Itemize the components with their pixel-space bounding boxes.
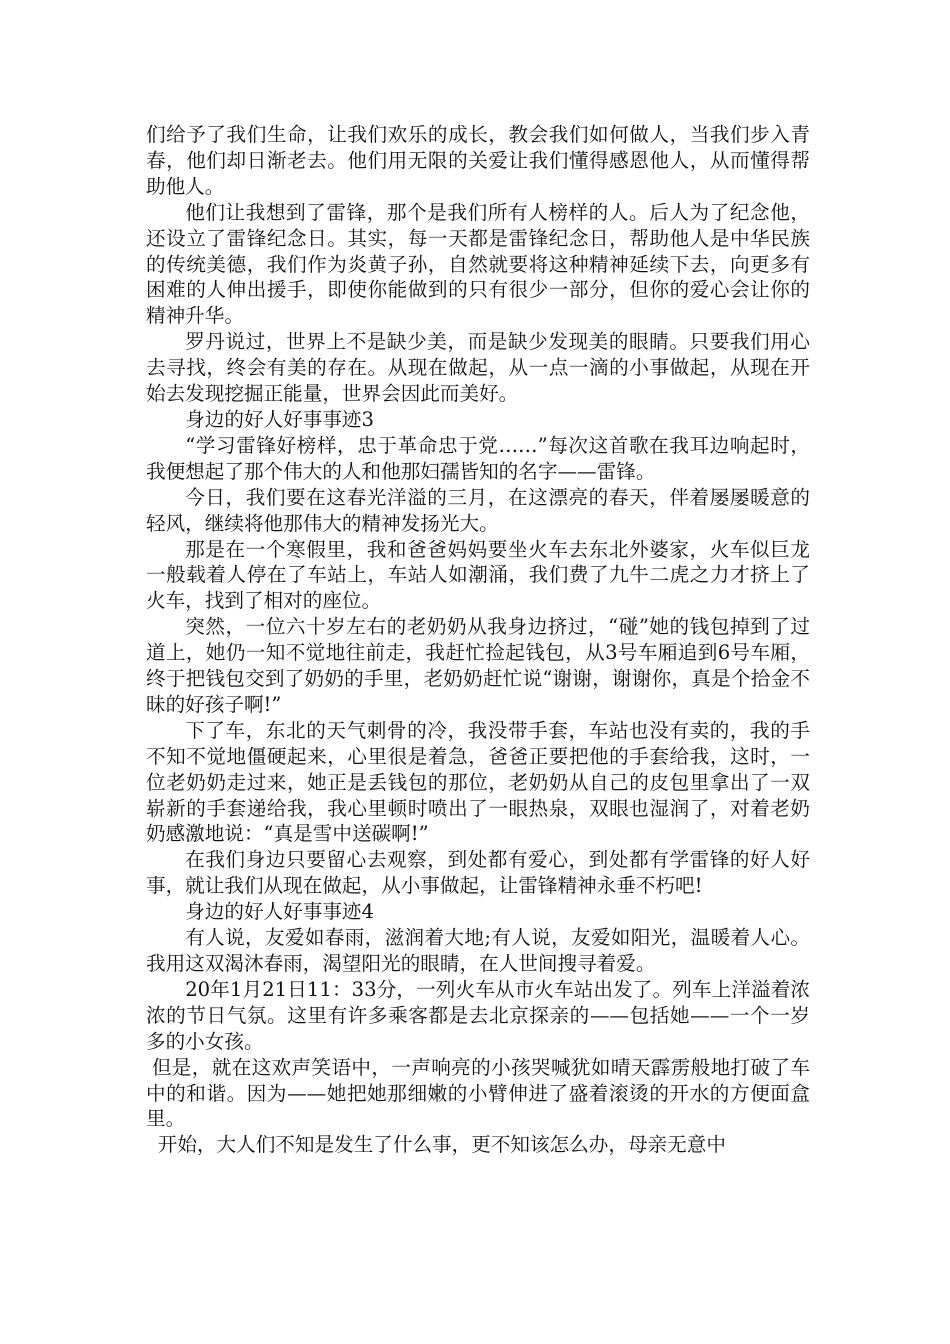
section-heading-4: 身边的好人好事事迹4 [185,900,374,924]
paragraph-7: 突然，一位六十岁左右的老奶奶从我身边挤过，“碰”她的钱包掉到了过道上，她仍一知不觉地往前走，我赶忙捡起钱包，从3号车厢追到6号车厢，终于把钱包交到了奶奶的手里，老奶奶赶忙说“谢谢，谢谢你，真是个拾金不昧的好孩子啊!” [146,615,810,716]
paragraph-4: “学习雷锋好榜样，忠于革命忠于党……”每次这首歌在我耳边响起时，我便想起了那个伟大的人和他那妇孺皆知的名字——雷锋。 [146,433,810,483]
paragraph-12: 但是，就在这欢声笑语中，一声响亮的小孩哭喊犹如晴天霹雳般地打破了车中的和谐。因为——她把她那细嫩的小臂伸进了盛着滚烫的开水的方便面盒里。 [146,1055,810,1131]
document-page [146,122,810,1158]
paragraph-11: 20年1月21日11：33分，一列火车从市火车站出发了。列车上洋溢着浓浓的节日气氛。这里有许多乘客都是去北京探亲的——包括她——一个一岁多的小女孩。 [146,977,810,1053]
paragraph-2: 他们让我想到了雷锋，那个是我们所有人榜样的人。后人为了纪念他，还设立了雷锋纪念日。其实，每一天都是雷锋纪念日，帮助他人是中华民族的传统美德，我们作为炎黄子孙，自然就要将这种精神延续下去，向更多有困难的人伸出援手，即使你能做到的只有很少一部分，但你的爱心会让你的精神升华。 [146,200,810,328]
paragraph-9: 在我们身边只要留心去观察，到处都有爱心，到处都有学雷锋的好人好事，就让我们从现在做起，从小事做起，让雷锋精神永垂不朽吧! [146,848,810,898]
paragraph-10: 有人说，友爱如春雨，滋润着大地;有人说，友爱如阳光，温暖着人心。我用这双渴沐春雨，渴望阳光的眼睛，在人世间搜寻着爱。 [146,926,810,975]
paragraph-3: 罗丹说过，世界上不是缺少美，而是缺少发现美的眼睛。只要我们用心去寻找，终会有美的存在。从现在做起，从一点一滴的小事做起，从现在开始去发现挖掘正能量，世界会因此而美好。 [146,330,810,406]
paragraph-6: 那是在一个寒假里，我和爸爸妈妈要坐火车去东北外婆家，火车似巨龙一般载着人停在了车站上，车站人如潮涌，我们费了九牛二虎之力才挤上了火车，找到了相对的座位。 [146,537,810,613]
paragraph-8: 下了车，东北的天气刺骨的冷，我没带手套，车站也没有卖的，我的手不知不觉地僵硬起来，心里很是着急，爸爸正要把他的手套给我，这时，一位老奶奶走过来，她正是丢钱包的那位，老奶奶从自己的皮包里拿出了一双崭新的手套递给我，我心里顿时喷出了一眼热泉，双眼也湿润了，对着老奶奶感激地说：“真是雪中送碳啊!” [146,718,810,846]
paragraph-5: 今日，我们要在这春光洋溢的三月，在这漂亮的春天，伴着屡屡暖意的轻风，继续将他那伟大的精神发扬光大。 [146,485,810,535]
paragraph-13: 开始，大人们不知是发生了什么事，更不知该怎么办，母亲无意中 [157,1133,726,1157]
section-heading-3: 身边的好人好事事迹3 [185,407,374,431]
paragraph-1: 们给予了我们生命，让我们欢乐的成长，教会我们如何做人，当我们步入青春，他们却日渐老去。他们用无限的关爱让我们懂得感恩他人，从而懂得帮助他人。 [146,123,810,198]
